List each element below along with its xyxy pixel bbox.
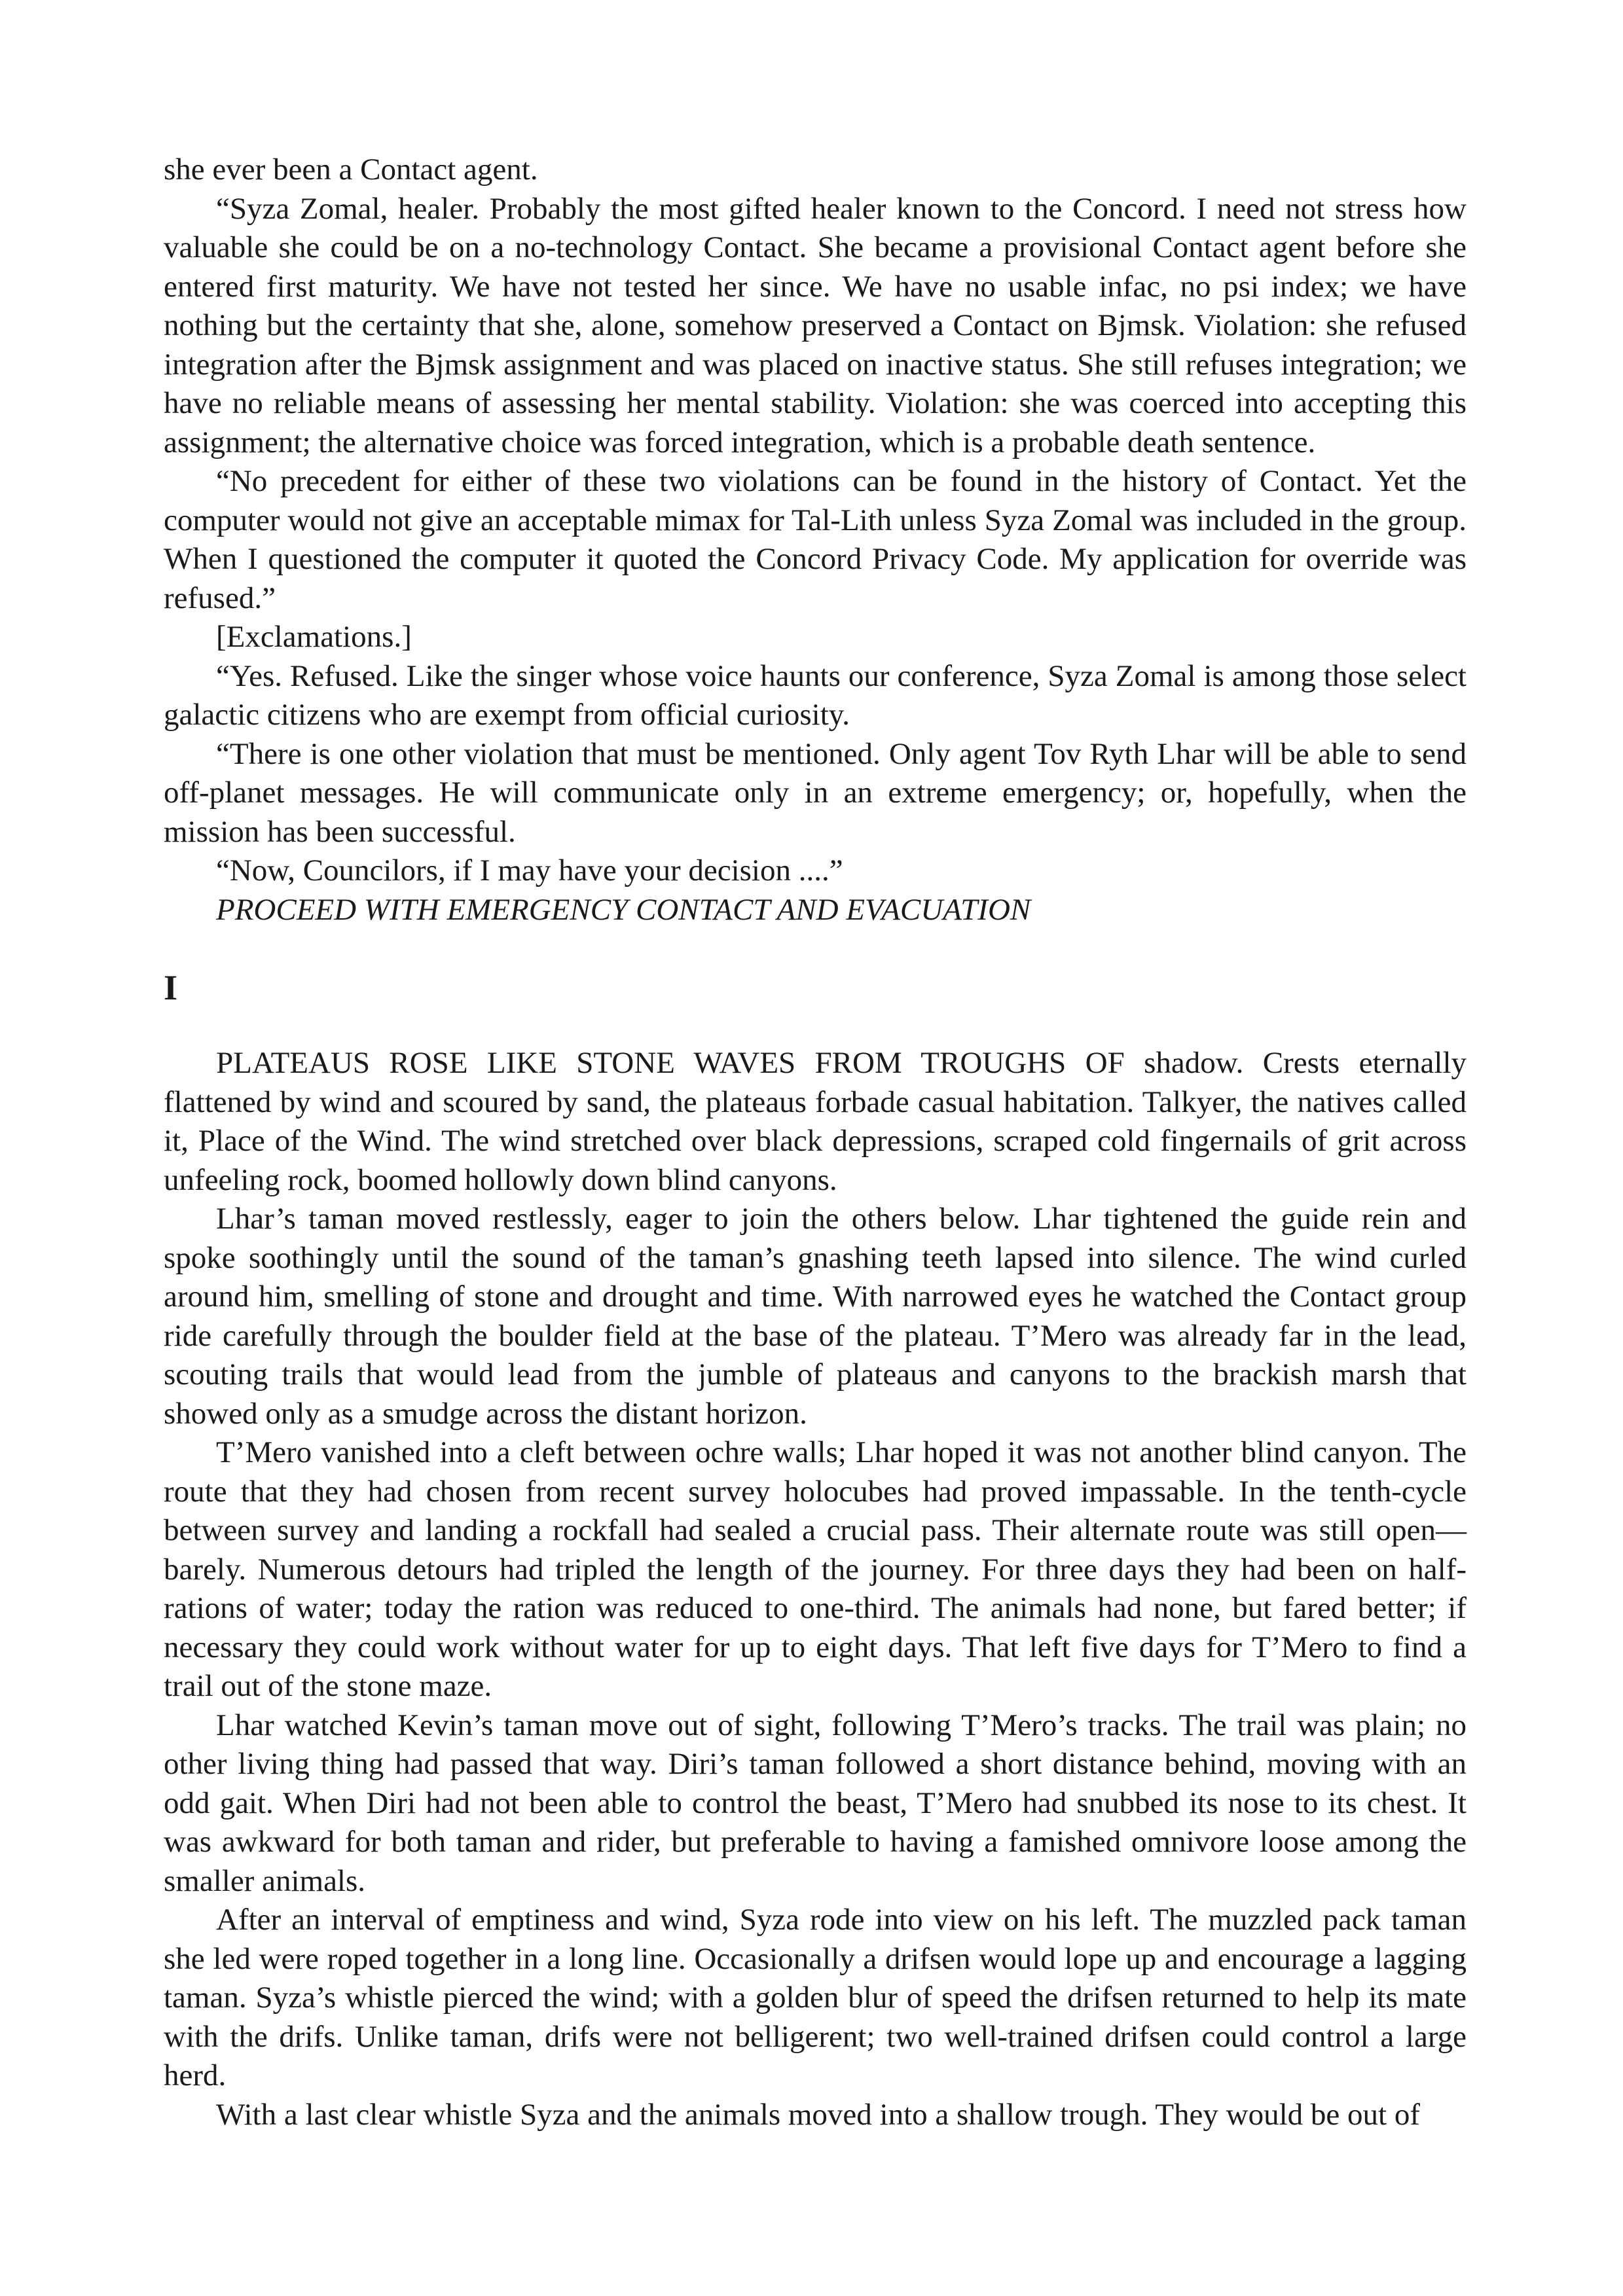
paragraph-syza-rode: After an interval of emptiness and wind, Syza rode into view on his left. The muzzled pack taman she led were roped together in a long line. Occasionally a drifsen would lope up and encourage a lagging taman. Syza’s whistle pierced the wind; with a golden blur of speed the drifsen returned to help its mate with the drifs. Unlike taman, drifs were not belligerent; two well-trained drifsen could control a large herd. bbox=[164, 1903, 1467, 2092]
paragraph-syza-zomal: “Syza Zomal, healer. Probably the most gifted healer known to the Concord. I need not stress how valuable she could be on a no-technology Contact. She became a provisional Contact agent before she entered first maturity. We have not tested her since. We have no usable infac, no psi index; we have nothing but the certainty that she, alone, somehow preserved a Contact on Bjmsk. Violation: she refused integration after the Bjmsk assignment and was placed on inactive status. She still refuses integration; we have no reliable means of assessing her mental stability. Violation: she was coerced into accepting this assignment; the alternative choice was forced integration, which is a probable death sentence. bbox=[164, 191, 1467, 459]
paragraph-kevin-taman: Lhar watched Kevin’s taman move out of sight, following T’Mero’s tracks. The trail was plain; no other living thing had passed that way. Diri’s taman followed a short distance behind, moving with an odd gait. When Diri had not been able to control the beast, T’Mero had snubbed its nose to its chest. It was awkward for both taman and rider, but preferable to having a famished omnivore loose among the smaller animals. bbox=[164, 1708, 1467, 1898]
chapter-heading: I bbox=[164, 968, 178, 1007]
paragraph-no-precedent: “No precedent for either of these two violations can be found in the history of Contact. Yet the computer would not give an acceptable mimax for Tal-Lith unless Syza Zomal was included in the group. When I questioned the computer it quoted the Concord Privacy Code. My application for override was refused.” bbox=[164, 464, 1467, 615]
paragraph-other-violation: “There is one other violation that must be mentioned. Only agent Tov Ryth Lhar will be able to send off-planet messages. He will communicate only in an extreme emergency; or, hopefully, when the mission has been successful. bbox=[164, 736, 1467, 849]
paragraph-lhar-taman: Lhar’s taman moved restlessly, eager to join the others below. Lhar tightened the guide rein and spoke soothingly until the sound of the taman’s gnashing teeth lapsed into silence. The wind curled around him, smelling of stone and drought and time. With narrowed eyes he watched the Contact group ride carefully through the boulder field at the base of the plateau. T’Mero was already far in the lead, scouting trails that would lead from the jumble of plateaus and canyons to the brackish marsh that showed only as a smudge across the distant horizon. bbox=[164, 1202, 1467, 1431]
paragraph-exclamations: [Exclamations.] bbox=[216, 620, 412, 654]
paragraph-continuation: she ever been a Contact agent. bbox=[164, 152, 538, 187]
book-page bbox=[164, 151, 1467, 2134]
paragraph-plateaus: PLATEAUS ROSE LIKE STONE WAVES FROM TROUGHS OF shadow. Crests eternally flattened by wind and scoured by sand, the plateaus forbade casual habitation. Talkyer, the natives called it, Place of the Wind. The wind stretched over black depressions, scraped cold fingernails of grit across unfeeling rock, boomed hollowly down blind canyons. bbox=[164, 1046, 1467, 1197]
directive-line: PROCEED WITH EMERGENCY CONTACT AND EVACUATION bbox=[216, 892, 1031, 927]
paragraph-refused: “Yes. Refused. Like the singer whose voice haunts our conference, Syza Zomal is among those select galactic citizens who are exempt from official curiosity. bbox=[164, 658, 1467, 732]
paragraph-last-whistle: With a last clear whistle Syza and the animals moved into a shallow trough. They would be out of bbox=[216, 2097, 1420, 2132]
paragraph-councilors: “Now, Councilors, if I may have your decision ....” bbox=[216, 853, 843, 888]
paragraph-tmero-vanished: T’Mero vanished into a cleft between ochre walls; Lhar hoped it was not another blind canyon. The route that they had chosen from recent survey holocubes had proved impassable. In the tenth-cycle between survey and landing a rockfall had sealed a crucial pass. Their alternate route was still open—barely. Numerous detours had tripled the length of the journey. For three days they had been on half-rations of water; today the ration was reduced to one-third. The animals had none, but fared better; if necessary they could work without water for up to eight days. That left five days for T’Mero to find a trail out of the stone maze. bbox=[164, 1435, 1467, 1703]
